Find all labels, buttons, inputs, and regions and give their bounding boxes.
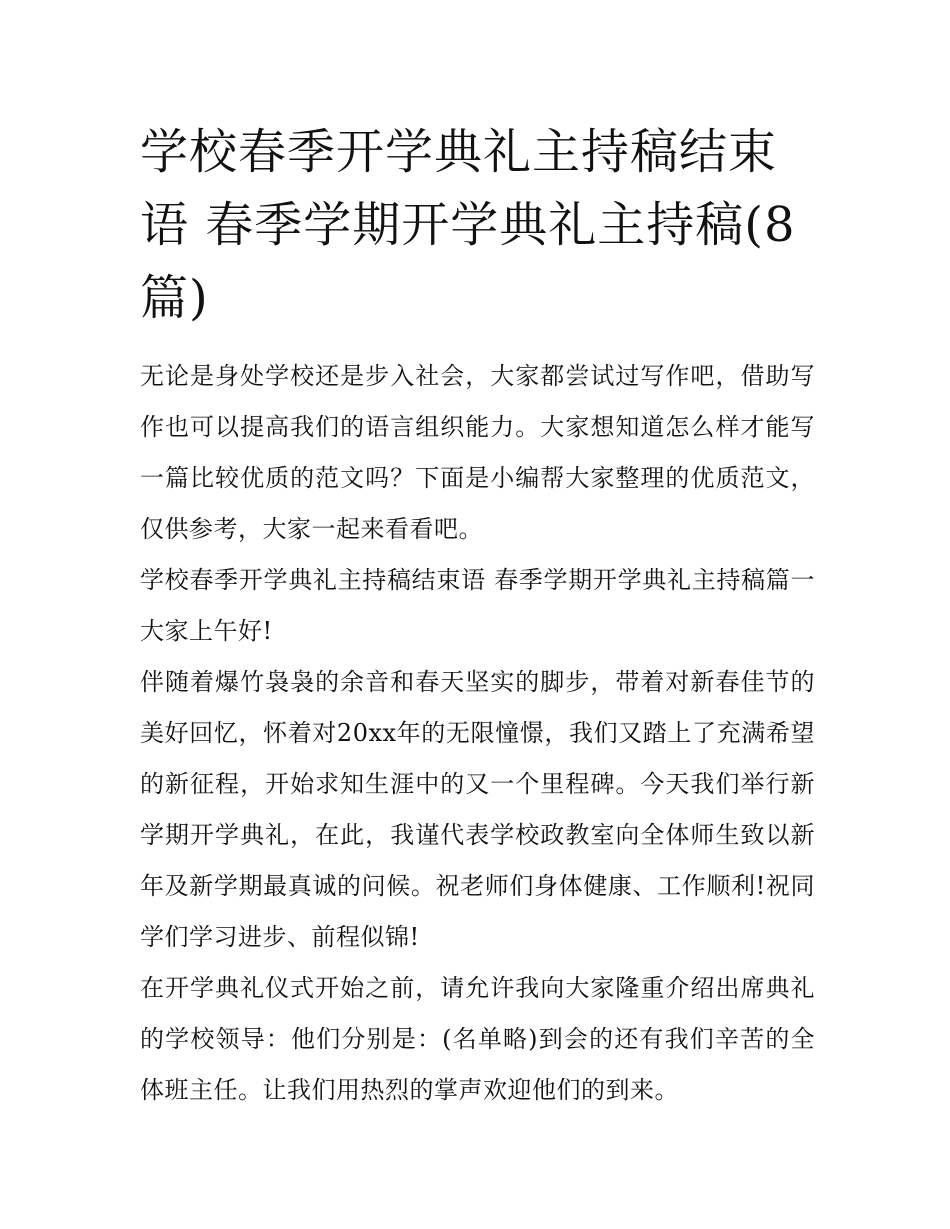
section-heading-paragraph: 学校春季开学典礼主持稿结束语 春季学期开学典礼主持稿篇一 大家上午好! [140,566,815,645]
body-paragraph-introduction: 在开学典礼仪式开始之前，请允许我向大家隆重介绍出席典礼的学校领导：他们分别是：(名单略)到会的还有我们辛苦的全体班主任。让我们用热烈的掌声欢迎他们的到来。 [140,974,815,1104]
document-page [140,116,815,1116]
body-paragraph-greeting: 伴随着爆竹袅袅的余音和春天坚实的脚步，带着对新春佳节的美好回忆，怀着对20xx年的无限憧憬，我们又踏上了充满希望的新征程，开始求知生涯中的又一个里程碑。今天我们举行新学期开学典礼，在此，我谨代表学校政教室向全体师生致以新年及新学期最真诚的问候。祝老师们身体健康、工作顺利!祝同学们学习进步、前程似锦! [140,668,815,951]
document-title: 学校春季开学典礼主持稿结束语 春季学期开学典礼主持稿(8篇) [140,124,796,326]
intro-paragraph: 无论是身处学校还是步入社会，大家都尝试过写作吧，借助写作也可以提高我们的语言组织能力。大家想知道怎么样才能写一篇比较优质的范文吗？下面是小编帮大家整理的优质范文，仅供参考，大家一起来看看吧。 [140,362,815,543]
